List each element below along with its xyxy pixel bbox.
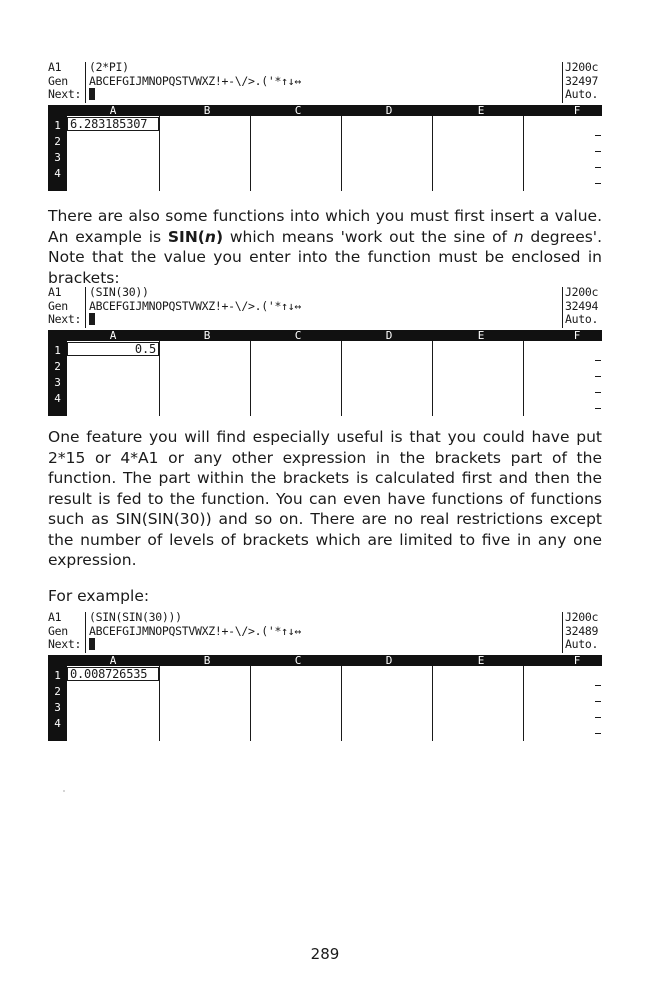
row-number-4: 4 — [54, 392, 61, 405]
status-divider-right — [562, 612, 563, 653]
charset-text: ABCEFGIJMNOPQSTVWXZ!+-\/>.('*↑↓↔ — [89, 73, 301, 88]
grid-line — [250, 116, 251, 191]
row-marker — [595, 183, 601, 184]
column-header-d: D — [385, 104, 393, 117]
row-marker — [595, 685, 601, 686]
status-info — [565, 611, 598, 652]
spreadsheet-figure-2 — [48, 286, 602, 416]
grid-line — [341, 116, 342, 191]
column-header-c: C — [294, 104, 302, 117]
status-divider-left — [85, 287, 86, 328]
column-header-bar — [48, 105, 602, 116]
row-number-1: 1 — [54, 669, 61, 682]
row-marker — [595, 376, 601, 377]
cell-a1[interactable]: 0.5 — [67, 342, 159, 356]
spreadsheet-figure-3 — [48, 611, 602, 741]
row-number-2: 2 — [54, 360, 61, 373]
row-number-2: 2 — [54, 135, 61, 148]
status-content — [89, 611, 301, 652]
column-header-b: B — [203, 104, 211, 117]
status-area — [48, 611, 602, 657]
text-run: ) — [215, 227, 224, 246]
row-number-3: 3 — [54, 151, 61, 164]
row-header-bar — [48, 666, 67, 741]
text-run: degrees'. Note that the value you enter into the function must be enclosed in brackets: — [48, 227, 602, 287]
status-content — [89, 286, 301, 327]
text-run: n — [204, 227, 216, 246]
grid-line — [523, 341, 524, 416]
grid-line — [250, 666, 251, 741]
charset-text: ABCEFGIJMNOPQSTVWXZ!+-\/>.('*↑↓↔ — [89, 623, 301, 638]
grid-line — [432, 341, 433, 416]
status-info — [565, 61, 598, 102]
status-area — [48, 286, 602, 332]
input-cursor — [89, 88, 95, 100]
paragraph-2: One feature you will find especially useful is that you could have put 2*15 or 4*A1 or any other expression in the brackets part of the function. The part within the brackets is calculated first and then the result is fed to the function. You can even have functions of functions such as SIN(SIN(30)) and so on. There are no real restrictions except the number of levels of brackets which are limited to five in any one expression. — [48, 428, 602, 569]
status-code: J200c — [565, 60, 599, 74]
formula-text: (SIN(30)) — [89, 285, 149, 299]
cell-ref: A1 — [48, 610, 62, 624]
column-header-b: B — [203, 654, 211, 667]
cell-a1[interactable]: 6.283185307 — [67, 117, 159, 131]
calc-mode: Auto. — [565, 312, 599, 326]
memory-count: 32494 — [565, 298, 599, 313]
status-labels — [48, 61, 80, 102]
calc-mode: Auto. — [565, 87, 599, 101]
column-header-b: B — [203, 329, 211, 342]
row-marker — [595, 733, 601, 734]
row-marker — [595, 408, 601, 409]
scan-speck — [63, 790, 65, 792]
column-header-e: E — [477, 654, 485, 667]
function-name — [168, 228, 223, 246]
status-divider-right — [562, 287, 563, 328]
grid-line — [432, 116, 433, 191]
grid-line — [523, 116, 524, 191]
page-number: 289 — [310, 945, 340, 963]
next-label: Next: — [48, 87, 82, 101]
text-run: which means 'work out the sine of — [223, 227, 514, 246]
grid-line — [341, 666, 342, 741]
spreadsheet-figure-1 — [48, 61, 602, 191]
grid-line — [159, 666, 160, 741]
mode-label: Gen — [48, 298, 68, 313]
status-code: J200c — [565, 285, 599, 299]
row-marker — [595, 360, 601, 361]
status-divider-left — [85, 62, 86, 103]
row-marker — [595, 167, 601, 168]
column-header-c: C — [294, 329, 302, 342]
memory-count: 32497 — [565, 73, 599, 88]
column-header-e: E — [477, 329, 485, 342]
row-marker — [595, 717, 601, 718]
grid-line — [523, 666, 524, 741]
column-header-bar — [48, 655, 602, 666]
column-header-c: C — [294, 654, 302, 667]
column-header-a: A — [109, 329, 117, 342]
status-divider-right — [562, 62, 563, 103]
status-code: J200c — [565, 610, 599, 624]
status-content — [89, 61, 301, 102]
cell-ref: A1 — [48, 60, 62, 74]
row-marker — [595, 392, 601, 393]
text-run: There are also some functions into which you must first insert a value. An example is — [48, 207, 602, 246]
cell-a1[interactable]: 0.008726535 — [67, 667, 159, 681]
status-info — [565, 286, 598, 327]
memory-count: 32489 — [565, 623, 599, 638]
column-header-a: A — [109, 104, 117, 117]
paragraph-3: For example: — [48, 587, 150, 605]
input-cursor — [89, 638, 95, 650]
mode-label: Gen — [48, 623, 68, 638]
grid-line — [159, 341, 160, 416]
text-run: SIN( — [167, 227, 205, 246]
column-header-f: F — [573, 329, 581, 342]
cell-ref: A1 — [48, 285, 62, 299]
grid-line — [432, 666, 433, 741]
text-run: n — [513, 227, 524, 246]
row-number-2: 2 — [54, 685, 61, 698]
charset-text: ABCEFGIJMNOPQSTVWXZ!+-\/>.('*↑↓↔ — [89, 298, 301, 313]
formula-text: (2*PI) — [89, 60, 129, 74]
column-header-bar — [48, 330, 602, 341]
row-number-4: 4 — [54, 717, 61, 730]
row-marker — [595, 135, 601, 136]
calc-mode: Auto. — [565, 637, 599, 651]
next-label: Next: — [48, 312, 82, 326]
mode-label: Gen — [48, 73, 68, 88]
row-number-3: 3 — [54, 376, 61, 389]
column-header-f: F — [573, 654, 581, 667]
status-divider-left — [85, 612, 86, 653]
row-number-4: 4 — [54, 167, 61, 180]
column-header-a: A — [109, 654, 117, 667]
column-header-d: D — [385, 654, 393, 667]
row-number-1: 1 — [54, 344, 61, 357]
input-cursor — [89, 313, 95, 325]
column-header-f: F — [573, 104, 581, 117]
row-header-bar — [48, 116, 67, 191]
status-labels — [48, 286, 80, 327]
row-marker — [595, 701, 601, 702]
grid-line — [159, 116, 160, 191]
column-header-d: D — [385, 329, 393, 342]
grid-line — [341, 341, 342, 416]
status-area — [48, 61, 602, 107]
row-marker — [595, 151, 601, 152]
paragraph-1 — [48, 206, 602, 288]
formula-text: (SIN(SIN(30))) — [89, 610, 182, 624]
grid-line — [250, 341, 251, 416]
next-label: Next: — [48, 637, 82, 651]
row-number-1: 1 — [54, 119, 61, 132]
row-header-bar — [48, 341, 67, 416]
row-number-3: 3 — [54, 701, 61, 714]
status-labels — [48, 611, 80, 652]
column-header-e: E — [477, 104, 485, 117]
